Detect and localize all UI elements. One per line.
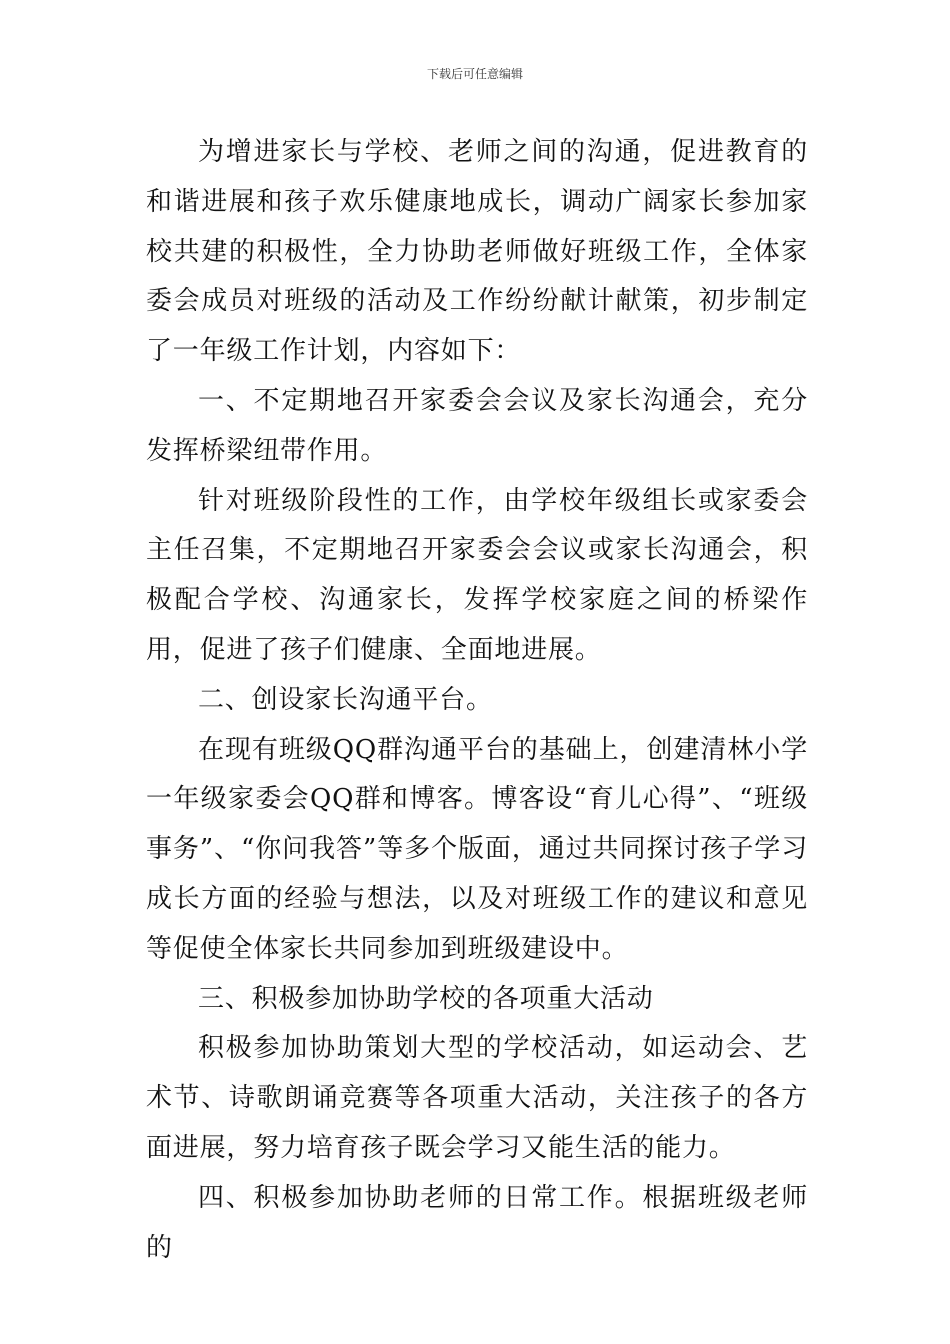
section-heading-2: 二、创设家长沟通平台。 (198, 684, 493, 715)
section-heading-1: 一、不定期地召开家委会会议及家长沟通会，充分发挥桥梁纽带作用。 (146, 385, 808, 466)
page-header: 下载后可任意编辑 (426, 67, 523, 81)
paragraph-section-1: 针对班级阶段性的工作，由学校年级组长或家委会主任召集，不定期地召开家委会会议或家长沟通会，积极配合学校、沟通家长，发挥学校家庭之间的桥梁作用，促进了孩子们健康、全面地进展。 (146, 485, 808, 665)
paragraph-section-3: 积极参加协助策划大型的学校活动，如运动会、艺术节、诗歌朗诵竞赛等各项重大活动，关注孩子的各方面进展，努力培育孩子既会学习又能生活的能力。 (146, 1033, 808, 1163)
section-heading-4: 四、积极参加协助老师的日常工作。根据班级老师的 (146, 1182, 808, 1263)
document-body (146, 128, 808, 1273)
section-heading-3: 三、积极参加协助学校的各项重大活动 (198, 983, 654, 1014)
paragraph-intro: 为增进家长与学校、老师之间的沟通，促进教育的和谐进展和孩子欢乐健康地成长，调动广阔家长参加家校共建的积极性，全力协助老师做好班级工作，全体家委会成员对班级的活动及工作纷纷献计献策，初步制定了一年级工作计划，内容如下： (146, 137, 808, 367)
paragraph-section-2: 在现有班级QQ群沟通平台的基础上，创建清林小学一年级家委会QQ群和博客。博客设“育儿心得”、“班级事务”、“你问我答”等多个版面，通过共同探讨孩子学习成长方面的经验与想法，以及对班级工作的建议和意见等促使全体家长共同参加到班级建设中。 (146, 734, 808, 964)
